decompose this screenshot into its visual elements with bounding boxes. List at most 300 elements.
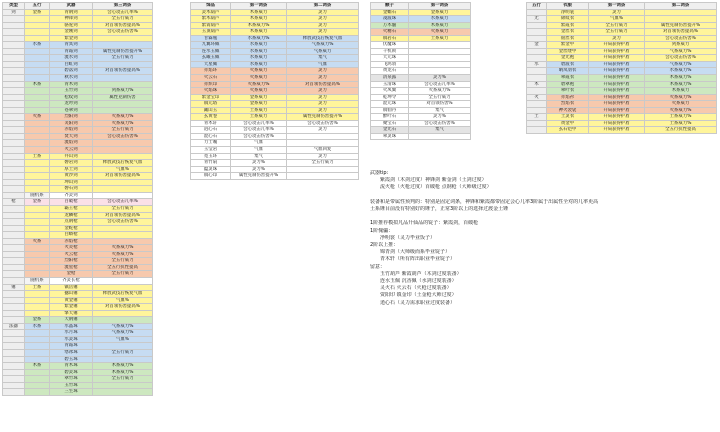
ornaments-first-stat-cell: 会心攻击伤害% bbox=[231, 133, 287, 140]
weapons-row bbox=[3, 389, 153, 396]
ornaments-item-cell: 玄黄卷 bbox=[191, 114, 231, 121]
beads-item-cell: 玉清珠 bbox=[371, 81, 409, 88]
note-line: 资阳印 镇金印（土金枪大师过度） bbox=[380, 292, 457, 299]
armor-clothing-cell: 赤焰衫 bbox=[547, 94, 589, 101]
armor-second-stat-cell: 对首领伤害提高% bbox=[645, 29, 717, 36]
ornaments-second-stat-cell: 气血回复 bbox=[287, 147, 359, 154]
armor-second-stat-cell: 全五行抗性提高 bbox=[645, 127, 717, 134]
weapons-header-weapon: 武器 bbox=[50, 3, 93, 10]
ornaments-first-stat-cell: 木系威力% bbox=[231, 22, 287, 29]
ornaments-item-cell: 宽玉环 bbox=[191, 153, 231, 160]
ornaments-first-stat-cell: 火系威力 bbox=[231, 68, 287, 75]
ornaments-first-stat-cell: 金系威力 bbox=[231, 101, 287, 108]
weapons-weapon-cell: 水灵珠 bbox=[50, 336, 93, 343]
beads-first-stat-cell: 会心攻击伤害% bbox=[409, 120, 471, 127]
ornaments-item-cell: 灵木葫芦 bbox=[191, 9, 231, 16]
armor-clothing-cell: 银丝衣 bbox=[547, 35, 589, 42]
armor-first-stat-cell: 开局获得护盾 bbox=[589, 81, 645, 88]
beads-item-cell: 醉叶石 bbox=[371, 114, 409, 121]
armor-first-stat-cell: 开局获得护盾 bbox=[589, 120, 645, 127]
armor-clothing-cell: 土灵衣 bbox=[547, 114, 589, 121]
beads-first-stat-cell: 全五行威力 bbox=[409, 94, 471, 101]
armor-second-stat-cell: 气系威力% bbox=[645, 48, 717, 55]
armor-clothing-cell: 锦纹衣 bbox=[547, 16, 589, 23]
armor-clothing-cell: 金光袍 bbox=[547, 55, 589, 62]
beads-item-cell: 伏魔珠 bbox=[371, 42, 409, 49]
weapons-third-stat-cell: 剑系威力% bbox=[93, 88, 153, 95]
armor-clothing-cell: 金丝缕甲 bbox=[547, 48, 589, 55]
weapons-weapon-cell: 青钢剑 bbox=[50, 9, 93, 16]
weapons-third-stat-cell: 会心攻击伤害% bbox=[93, 29, 153, 36]
ornaments-first-stat-cell: 属性克制伤害提升% bbox=[231, 173, 287, 180]
weapons-third-stat-cell bbox=[93, 389, 153, 396]
weapons-element-cell: 金系 bbox=[25, 317, 50, 324]
weapons-element-cell: 土系 bbox=[25, 284, 50, 291]
weapons-weapon-cell: 黄金锤 bbox=[50, 297, 93, 304]
weapons-third-stat-cell: 全五行威力 bbox=[93, 127, 153, 134]
weapons-weapon-cell: 焚天剑 bbox=[50, 133, 93, 140]
weapons-third-stat-cell: 对首领伤害提高% bbox=[93, 212, 153, 219]
beads-item-cell: 天元珠 bbox=[371, 55, 409, 62]
ornaments-item-cell: 青木轩 bbox=[191, 120, 231, 127]
ornaments-second-stat-cell: 灵力 bbox=[287, 94, 359, 101]
ornaments-header-item: 饰品 bbox=[191, 3, 231, 10]
weapons-weapon-cell: 炎阳剑 bbox=[50, 120, 93, 127]
armor-clothing-cell: 碧翠袍 bbox=[547, 81, 589, 88]
armor-first-stat-cell: 开局获得护盾 bbox=[589, 75, 645, 82]
note-line: 灵火石 火云石（火枪过度装备） bbox=[380, 285, 452, 292]
ornaments-item-cell: 赤焰环 bbox=[191, 68, 231, 75]
armor-table bbox=[526, 2, 717, 134]
beads-item-cell: 千机锁 bbox=[371, 48, 409, 55]
ornaments-first-stat-cell: 水系威力 bbox=[231, 42, 287, 49]
note-line: 连水玉佩 沉香佩（水剑过度装备） bbox=[380, 278, 457, 285]
ornaments-first-stat-cell: 土系威力 bbox=[231, 114, 287, 121]
weapons-third-stat-cell: 对首领伤害提高% bbox=[93, 22, 153, 29]
weapons-third-stat-cell: 全五行威力 bbox=[93, 349, 153, 356]
weapons-weapon-cell: 苍翠剑 bbox=[50, 107, 93, 114]
beads-item-cell: 翠灵珠 bbox=[371, 133, 409, 140]
beads-first-stat-cell: 水系威力 bbox=[409, 16, 471, 23]
ornaments-first-stat-cell: 会心攻击几率% bbox=[231, 127, 287, 134]
weapons-weapon-cell: 青木剑 bbox=[50, 81, 93, 88]
weapons-weapon-cell: 赤焰剑 bbox=[50, 127, 93, 134]
weapons-weapon-cell: 磐石剑 bbox=[50, 186, 93, 193]
weapons-weapon-cell: 撼山锤 bbox=[50, 291, 93, 298]
weapons-weapon-cell: 烈阳枪 bbox=[50, 258, 93, 265]
armor-first-stat-cell: 开局获得护盾 bbox=[589, 114, 645, 121]
weapons-weapon-cell: 火炎枪 bbox=[50, 245, 93, 252]
armor-clothing-cell: 黄金甲 bbox=[547, 120, 589, 127]
armor-clothing-cell: 紫金甲 bbox=[547, 42, 589, 49]
ornaments-item-cell: 紫木葫芦 bbox=[191, 16, 231, 23]
weapons-type-cell: 枪 bbox=[3, 199, 25, 206]
ornaments-second-stat-cell: 释放武技后恢复气血 bbox=[287, 35, 359, 42]
beads-item-cell: 混元珠 bbox=[371, 101, 409, 108]
weapons-weapon-cell: 碧落剑 bbox=[50, 68, 93, 75]
armor-first-stat-cell: 全五行威力 bbox=[589, 29, 645, 36]
ornaments-item-cell: 天星佩 bbox=[191, 61, 231, 68]
note-line: 装备和是带属性预判的：特别是固定词条，神锋和紫霞都带固定会心几率3阶属于出属性全对的几率更高 bbox=[370, 198, 599, 205]
armor-first-stat-cell: 灵力 bbox=[589, 35, 645, 42]
ornaments-second-stat-cell: 灵力 bbox=[287, 68, 359, 75]
armor-second-stat-cell: 水系威力% bbox=[645, 68, 717, 75]
note-line: 土系锤目前没有特别好的锤子，正常3阶以上的选择过渡金土锤 bbox=[370, 206, 509, 213]
beads-first-stat-cell: 火系威力% bbox=[409, 88, 471, 95]
weapons-weapon-cell: 火云枪 bbox=[50, 251, 93, 258]
ornaments-first-stat-cell: 木系威力 bbox=[231, 16, 287, 23]
weapons-third-stat-cell: 释放武技后恢复气血 bbox=[93, 291, 153, 298]
weapons-third-stat-cell: 全五行威力 bbox=[93, 55, 153, 62]
armor-first-stat-cell: 开局获得护盾 bbox=[589, 42, 645, 49]
weapons-third-stat-cell: 属性克制伤害 bbox=[93, 94, 153, 101]
weapons-weapon-cell: 水月珠 bbox=[50, 330, 93, 337]
ornaments-second-stat-cell: 灵力 bbox=[287, 75, 359, 82]
armor-clothing-cell: 碧波衣 bbox=[547, 61, 589, 68]
armor-element-cell bbox=[527, 127, 547, 134]
ornaments-first-stat-cell: 木系威力 bbox=[231, 29, 287, 36]
weapons-weapon-cell: 玉竹剑 bbox=[50, 88, 93, 95]
ornaments-first-stat-cell: 火系威力 bbox=[231, 88, 287, 95]
ornaments-second-stat-cell: 对首领伤害提高% bbox=[287, 81, 359, 88]
ornaments-second-stat-cell: 灵力 bbox=[287, 9, 359, 16]
armor-clothing-cell: 金丝衣 bbox=[547, 29, 589, 36]
armor-clothing-cell: 净明裳 bbox=[547, 9, 589, 16]
beads-item-cell: 聚宝石 bbox=[371, 120, 409, 127]
ornaments-item-cell: 青竹扇 bbox=[191, 160, 231, 167]
weapons-weapon-cell: 黄沙剑 bbox=[50, 173, 93, 180]
ornaments-second-stat-cell: 灵力 bbox=[287, 88, 359, 95]
weapons-third-stat-cell: 气血% bbox=[93, 297, 153, 304]
armor-clothing-cell: 玄石铠甲 bbox=[547, 127, 589, 134]
note-line: 1阶傀儡： bbox=[370, 227, 394, 234]
weapons-weapon-cell: 水晶珠 bbox=[50, 323, 93, 330]
weapons-weapon-cell: 龙鳞枪 bbox=[50, 212, 93, 219]
weapons-third-stat-cell: 会心攻击伤害% bbox=[93, 219, 153, 226]
weapons-weapon-cell: 齐灵长枪 bbox=[50, 277, 93, 284]
armor-element-cell: 金 bbox=[527, 42, 547, 49]
weapons-weapon-cell: 流焰剑 bbox=[50, 140, 93, 147]
note-line: 玉竹葫芦 紫霞葫芦（木剑过度装备） bbox=[380, 270, 462, 277]
weapons-third-stat-cell: 火系威力% bbox=[93, 114, 153, 121]
note-line: 锦青剑（大师级而系毕业锭子） bbox=[380, 249, 451, 256]
weapons-element-cell: 随机系 bbox=[25, 192, 50, 199]
armor-second-stat-cell: 会心攻击伤害% bbox=[645, 55, 717, 62]
armor-element-cell: 水 bbox=[527, 61, 547, 68]
weapons-weapon-cell: 碧灵珠 bbox=[50, 369, 93, 376]
note-line: 流火枪（火枪过度）百破枪 点钢枪（大师级过度） bbox=[380, 184, 492, 191]
ornaments-second-stat-cell: 灵力 bbox=[287, 101, 359, 108]
ornaments-second-stat-cell: 灵力 bbox=[287, 29, 359, 36]
armor-first-stat-cell: 气血% bbox=[589, 16, 645, 23]
ornaments-item-cell: 九翼环佩 bbox=[191, 42, 231, 49]
ornaments-item-cell: 镇心印 bbox=[191, 173, 231, 180]
armor-second-stat-cell: 会心攻击伤害% bbox=[645, 35, 717, 42]
beads-first-stat-cell: 金系威力 bbox=[409, 9, 471, 16]
ornaments-item-cell: 赤炽印 bbox=[191, 81, 231, 88]
armor-first-stat-cell: 开局获得护盾 bbox=[589, 101, 645, 108]
ornaments-first-stat-cell: 集气 bbox=[231, 153, 287, 160]
weapons-element-cell: 木系 bbox=[25, 363, 50, 370]
weapons-weapon-cell: 神锋剑 bbox=[50, 16, 93, 23]
ornaments-first-stat-cell: 气血 bbox=[231, 147, 287, 154]
ornaments-item-cell: 藏山玉 bbox=[191, 107, 231, 114]
ornaments-second-stat-cell: 会心攻击伤害% bbox=[287, 120, 359, 127]
beads-item-cell: 飞鸿羽 bbox=[371, 61, 409, 68]
note-line: 紫霞剑（木剑过度）神锋剑 紫金剑（土剑过度） bbox=[380, 177, 487, 184]
weapons-weapon-cell: 烈阳剑 bbox=[50, 114, 93, 121]
weapons-header-element: 五行 bbox=[25, 3, 50, 10]
armor-row bbox=[527, 127, 717, 134]
weapons-weapon-cell: 白虹剑 bbox=[50, 61, 93, 68]
armor-first-stat-cell: 全五行威力 bbox=[589, 22, 645, 29]
weapons-element-cell: 土系 bbox=[25, 153, 50, 160]
ornaments-item-cell: 混心石 bbox=[191, 133, 231, 140]
weapons-weapon-cell: 青霜剑 bbox=[50, 48, 93, 55]
armor-first-stat-cell: 开局获得护盾 bbox=[589, 61, 645, 68]
armor-second-stat-cell: 土系威力% bbox=[645, 114, 717, 121]
beads-first-stat-cell: 土系威力 bbox=[409, 35, 471, 42]
beads-header-item: 额子 bbox=[371, 3, 409, 10]
weapons-weapon-cell: 三生珠 bbox=[50, 389, 93, 396]
weapons-weapon-cell: 磐岩剑 bbox=[50, 160, 93, 167]
ornaments-item-cell: 力士魄 bbox=[191, 140, 231, 147]
weapons-weapon-cell: 翠竹珠 bbox=[50, 376, 93, 383]
weapons-weapon-cell: 齐灵剑 bbox=[50, 192, 93, 199]
weapons-element-cell: 金系 bbox=[25, 199, 50, 206]
weapons-third-stat-cell: 火系威力% bbox=[93, 120, 153, 127]
weapons-weapon-cell: 青冥剑 bbox=[50, 42, 93, 49]
beads-item-cell: 火精石 bbox=[371, 29, 409, 36]
ornaments-item-cell: 甘霖瓶 bbox=[191, 35, 231, 42]
armor-header-clothing: 衣服 bbox=[547, 3, 589, 10]
armor-first-stat-cell: 开局获得护盾 bbox=[589, 48, 645, 55]
beads-row bbox=[371, 133, 471, 140]
note-line bbox=[370, 192, 710, 199]
ornaments-second-stat-cell: 气系威力 bbox=[287, 48, 359, 55]
armor-second-stat-cell: 木系威力% bbox=[645, 81, 717, 88]
ornaments-second-stat-cell: 属性克制伤害提升% bbox=[287, 114, 359, 121]
weapons-weapon-cell: 青霜珠 bbox=[50, 343, 93, 350]
ornaments-item-cell: 蕴灵珠 bbox=[191, 166, 231, 173]
ornaments-first-stat-cell: 会心攻击几率% bbox=[231, 120, 287, 127]
weapons-third-stat-cell: 全五行威力 bbox=[93, 258, 153, 265]
beads-first-stat-cell: 灵力% bbox=[409, 75, 471, 82]
armor-first-stat-cell: 开局获得护盾 bbox=[589, 107, 645, 114]
note-line: 净明裳（灵力毕业饭子） bbox=[380, 234, 436, 241]
weapons-weapon-cell: 赤焰枪 bbox=[50, 238, 93, 245]
armor-second-stat-cell: 火系威力% bbox=[645, 107, 717, 114]
ornaments-first-stat-cell: 火系威力 bbox=[231, 75, 287, 82]
beads-item-cell: 乾坤令 bbox=[371, 94, 409, 101]
weapons-weapon-cell: 紫金锤 bbox=[50, 304, 93, 311]
armor-header-first-stat: 第一词条 bbox=[589, 3, 645, 10]
armor-first-stat-cell: 灵力 bbox=[589, 9, 645, 16]
weapons-weapon-cell: 镇岳锤 bbox=[50, 284, 93, 291]
armor-header-element: 五行 bbox=[527, 3, 547, 10]
armor-second-stat-cell: 木系威力% bbox=[645, 75, 717, 82]
beads-item-cell: 镇岩石 bbox=[371, 35, 409, 42]
weapons-element-cell: 火系 bbox=[25, 238, 50, 245]
weapons-weapon-cell: 坤山剑 bbox=[50, 179, 93, 186]
weapons-weapon-cell: 流星枪 bbox=[50, 264, 93, 271]
armor-clothing-cell: 翠叶衣 bbox=[547, 88, 589, 95]
beads-item-cell: 凌波珠 bbox=[371, 16, 409, 23]
armor-first-stat-cell: 开局获得护盾 bbox=[589, 94, 645, 101]
weapons-element-cell: 水系 bbox=[25, 42, 50, 49]
ornaments-second-stat-cell: 全五行威力 bbox=[287, 160, 359, 167]
armor-first-stat-cell: 开局获得护盾 bbox=[589, 55, 645, 62]
ornaments-second-stat-cell bbox=[287, 173, 359, 180]
ornaments-first-stat-cell: 灵力% bbox=[231, 166, 287, 173]
ornaments-second-stat-cell: 灵力 bbox=[287, 107, 359, 114]
beads-header-first-stat: 第一词条 bbox=[409, 3, 471, 10]
armor-first-stat-cell: 开局获得护盾 bbox=[589, 68, 645, 75]
weapons-third-stat-cell: 木系威力% bbox=[93, 369, 153, 376]
ornaments-first-stat-cell: 木系威力 bbox=[231, 9, 287, 16]
weapons-third-stat-cell: 火系威力% bbox=[93, 245, 153, 252]
ornaments-item-cell: 火焰珠 bbox=[191, 88, 231, 95]
ornaments-item-cell: 玉顶葫芦 bbox=[191, 29, 231, 36]
armor-clothing-cell: 晴岚羽衣 bbox=[547, 68, 589, 75]
weapons-weapon-cell: 流水剑 bbox=[50, 55, 93, 62]
armor-second-stat-cell: 属性克制伤害提升% bbox=[645, 22, 717, 29]
weapons-element-cell bbox=[25, 389, 50, 396]
weapons-weapon-cell: 擎天锤 bbox=[50, 310, 93, 317]
beads-item-cell: 金光石 bbox=[371, 127, 409, 134]
ornaments-second-stat-cell: 灵力 bbox=[287, 127, 359, 134]
beads-item-cell: 黄龙石 bbox=[371, 68, 409, 75]
weapons-third-stat-cell: 气系威力% bbox=[93, 323, 153, 330]
ornaments-second-stat-cell: 灵力 bbox=[287, 153, 359, 160]
weapons-third-stat-cell: 木系威力% bbox=[93, 363, 153, 370]
ornaments-first-stat-cell: 灵力% bbox=[231, 160, 287, 167]
note-line bbox=[370, 213, 710, 220]
weapons-element-cell: 金系 bbox=[25, 9, 50, 16]
weapons-type-cell: 法器 bbox=[3, 323, 25, 330]
weapons-weapon-cell: 厚土剑 bbox=[50, 166, 93, 173]
weapons-third-stat-cell: 对首领伤害提高% bbox=[93, 304, 153, 311]
ornaments-first-stat-cell: 水系威力 bbox=[231, 48, 287, 55]
armor-clothing-cell: 烈焰衣 bbox=[547, 101, 589, 108]
weapons-table bbox=[2, 2, 153, 396]
weapons-third-stat-cell: 会心攻击伤害% bbox=[93, 133, 153, 140]
note-line: 留意： bbox=[370, 263, 386, 270]
beads-first-stat-cell: 火系威力 bbox=[409, 29, 471, 36]
note-line: 武器tip: bbox=[370, 170, 389, 176]
armor-first-stat-cell: 开局获得护盾 bbox=[589, 127, 645, 134]
armor-second-stat-cell: 土系威力% bbox=[645, 120, 717, 127]
weapons-third-stat-cell: 释放武技后恢复气血 bbox=[93, 160, 153, 167]
note-line: 青木轩（所有阵出职业毕业锭子） bbox=[380, 256, 456, 263]
weapons-third-stat-cell: 对首领伤害提高% bbox=[93, 68, 153, 75]
weapons-weapon-cell: 百破枪 bbox=[50, 199, 93, 206]
weapons-third-stat-cell: 气血% bbox=[93, 336, 153, 343]
weapons-third-stat-cell: 气系威力% bbox=[93, 330, 153, 337]
weapons-weapon-cell: 天钢锤 bbox=[50, 317, 93, 324]
ornaments-item-cell: 玉莹岩 bbox=[191, 147, 231, 154]
armor-second-stat-cell: 气系威力% bbox=[645, 61, 717, 68]
ornaments-header-second-stat: 第二词条 bbox=[287, 3, 359, 10]
armor-element-cell: 木 bbox=[527, 81, 547, 88]
weapons-weapon-cell: 金刚剑 bbox=[50, 29, 93, 36]
weapons-weapon-cell: 点钢枪 bbox=[50, 219, 93, 226]
weapons-weapon-cell: 松纹剑 bbox=[50, 94, 93, 101]
weapons-third-stat-cell: 属性克制伤害提升% bbox=[93, 48, 153, 55]
ornaments-item-cell: 连水玉佩 bbox=[191, 48, 231, 55]
weapons-third-stat-cell: 全五行威力 bbox=[93, 205, 153, 212]
weapons-weapon-cell: 秋水剑 bbox=[50, 75, 93, 82]
weapons-third-stat-cell: 对首领伤害提高% bbox=[93, 173, 153, 180]
ornaments-row bbox=[191, 173, 359, 180]
ornaments-second-stat-cell: 气系威力% bbox=[287, 42, 359, 49]
ornaments-second-stat-cell: 灵力 bbox=[287, 22, 359, 29]
beads-first-stat-cell: 会心攻击几率% bbox=[409, 81, 471, 88]
armor-element-cell: 土 bbox=[527, 114, 547, 121]
armor-second-stat-cell: 剑系威力 bbox=[645, 42, 717, 49]
armor-element-cell: 火 bbox=[527, 94, 547, 101]
ornaments-first-stat-cell: 土系威力 bbox=[231, 107, 287, 114]
weapons-element-cell: 火系 bbox=[25, 114, 50, 121]
armor-clothing-cell: 紫霞衣 bbox=[547, 22, 589, 29]
weapons-element-cell: 木系 bbox=[25, 81, 50, 88]
ornaments-item-cell: 逍心石 bbox=[191, 127, 231, 134]
weapons-third-stat-cell: 火系威力% bbox=[93, 251, 153, 258]
weapons-third-stat-cell: 全五行威力 bbox=[93, 271, 153, 278]
ornaments-item-cell: 玄曦玉佩 bbox=[191, 55, 231, 62]
weapons-weapon-cell: 火云剑 bbox=[50, 147, 93, 154]
ornaments-first-stat-cell: 水系威力 bbox=[231, 61, 287, 68]
beads-item-cell: 万木髓 bbox=[371, 22, 409, 29]
weapons-weapon-cell: 霸王枪 bbox=[50, 205, 93, 212]
ornaments-second-stat-cell: 集气 bbox=[287, 55, 359, 62]
ornaments-item-cell: 火云石 bbox=[191, 75, 231, 82]
armor-clothing-cell: 翠霞衣 bbox=[547, 75, 589, 82]
weapons-weapon-cell: 白蟒枪 bbox=[50, 232, 93, 239]
beads-first-stat-cell: 对首领伤害% bbox=[409, 101, 471, 108]
weapons-type-cell: 锤 bbox=[3, 284, 25, 291]
armor-header-second-stat: 第二词条 bbox=[645, 3, 717, 10]
ornaments-table bbox=[190, 2, 359, 180]
weapons-third-stat-cell: 全五行抗性提高 bbox=[93, 264, 153, 271]
note-line: 逍心石（灵力需求职业过度装备） bbox=[380, 299, 456, 306]
ornaments-item-cell: 紫霄葫芦 bbox=[191, 22, 231, 29]
armor-clothing-cell: 神火袈裟 bbox=[547, 107, 589, 114]
armor-second-stat-cell: 木系威力 bbox=[645, 88, 717, 95]
ornaments-first-stat-cell: 火系威力% bbox=[231, 81, 287, 88]
ornaments-first-stat-cell: 水系威力% bbox=[231, 35, 287, 42]
ornaments-first-stat-cell: 金系威力 bbox=[231, 94, 287, 101]
ornaments-first-stat-cell: 气血 bbox=[231, 140, 287, 147]
weapons-element-cell: 随机系 bbox=[25, 277, 50, 284]
weapons-third-stat-cell: 会心攻击几率% bbox=[93, 199, 153, 206]
beads-item-cell: 清泉露 bbox=[371, 75, 409, 82]
weapons-header-type: 类型 bbox=[3, 3, 25, 10]
beads-item-cell: 镇仙丹 bbox=[371, 107, 409, 114]
weapons-weapon-cell: 金蛇枪 bbox=[50, 225, 93, 232]
ornaments-first-stat-cell: 水系威力 bbox=[231, 55, 287, 62]
weapons-weapon-cell: 紫金剑 bbox=[50, 35, 93, 42]
weapons-third-stat-cell: 气血% bbox=[93, 166, 153, 173]
weapons-weapon-cell: 玉竹珠 bbox=[50, 382, 93, 389]
ornaments-second-stat-cell: 气血 bbox=[287, 61, 359, 68]
weapons-type-cell bbox=[3, 389, 25, 396]
weapons-type-cell: 剑 bbox=[3, 9, 25, 16]
beads-item-cell: 火凤翼 bbox=[371, 88, 409, 95]
weapons-third-stat-cell: 全五行威力 bbox=[93, 16, 153, 23]
weapons-header-third-stat: 第三词条 bbox=[93, 3, 153, 10]
armor-second-stat-cell: 火系威力 bbox=[645, 101, 717, 108]
